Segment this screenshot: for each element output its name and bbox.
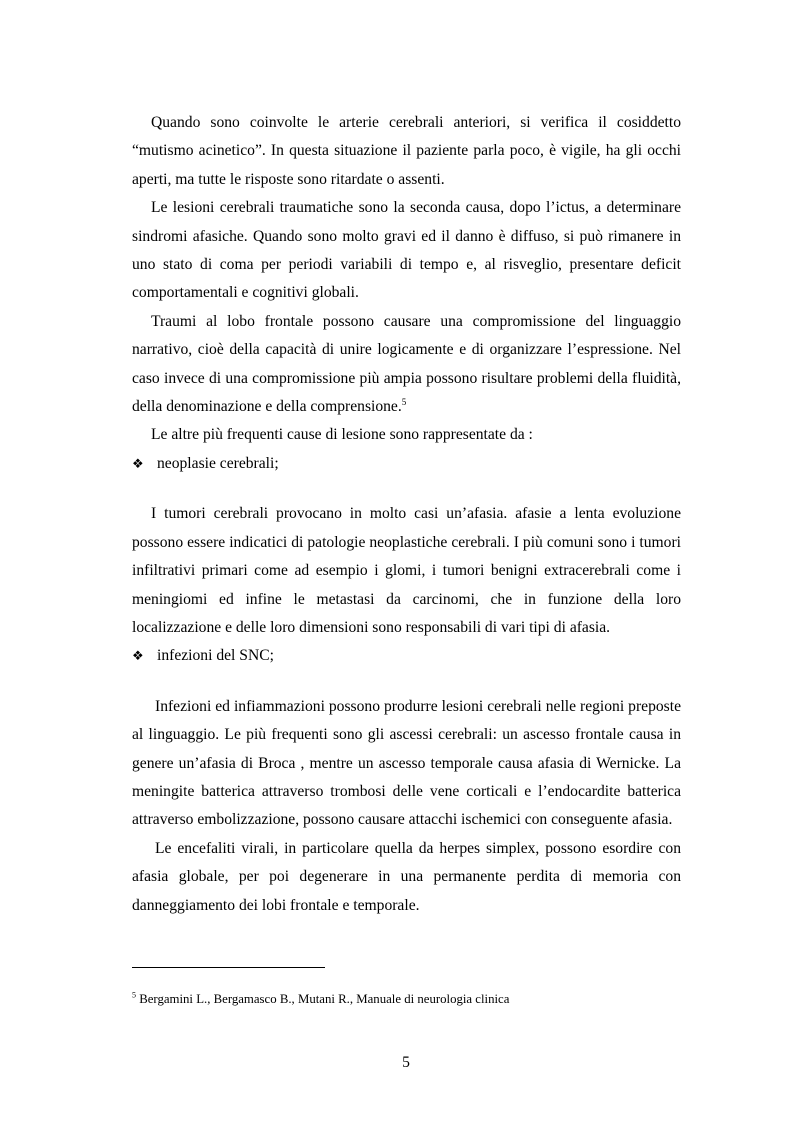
footnote-reference: 5	[401, 396, 407, 407]
paragraph-lobo-frontale-text: Traumi al lobo frontale possono causare una compromissione del linguaggio narrativo, cioè della capacità di unire logicamente e di organizzare l’espressione. Nel caso invece di una compromissione più ampia possono risultare problemi della fluidità, della denominazione e della comprensione.	[132, 312, 681, 416]
footnote-divider	[132, 967, 325, 968]
list-item-label: infezioni del SNC;	[157, 647, 274, 665]
spacer	[132, 478, 681, 500]
footnote-number: 5	[132, 990, 136, 1000]
diamond-four-icon: ❖	[132, 455, 144, 471]
spacer	[132, 671, 681, 693]
paragraph-mutismo: Quando sono coinvolte le arterie cerebrali anteriori, si verifica il cosiddetto “mutismo acinetico”. In questa situazione il paziente parla poco, è vigile, ha gli occhi aperti, ma tutte le risposte sono ritardate o assenti.	[132, 114, 681, 188]
paragraph-altre-cause: Le altre più frequenti cause di lesione sono rappresentate da :	[151, 426, 533, 444]
paragraph-tumori: I tumori cerebrali provocano in molto casi un’afasia. afasie a lenta evoluzione possono essere indicatici di patologie neoplastiche cerebrali. I più comuni sono i tumori infiltrativi primari come ad esempio i glomi, i tumori benigni extracerebrali come i meningiomi ed infine le metastasi da carcinomi, che in funzione della loro localizzazione e delle loro dimensioni sono responsabili di vari tipi di afasia.	[132, 505, 681, 636]
footnote-text: Bergamini L., Bergamasco B., Mutani R., Manuale di neurologia clinica	[139, 992, 510, 1006]
paragraph-lesioni-traumatiche: Le lesioni cerebrali traumatiche sono la seconda causa, dopo l’ictus, a determinare sindromi afasiche. Quando sono molto gravi ed il danno è diffuso, si può rimanere in uno stato di coma per periodi variabili di tempo e, al risveglio, presentare deficit comportamentali e cognitivi globali.	[132, 199, 681, 302]
body-text	[132, 109, 681, 920]
paragraph-infezioni: Infezioni ed infiammazioni possono produrre lesioni cerebrali nelle regioni preposte al linguaggio. Le più frequenti sono gli ascessi cerebrali: un ascesso frontale causa in genere un’afasia di Broca , mentre un ascesso temporale causa afasia di Wernicke. La meningite batterica attraverso trombosi delle vene corticali e l’endocardite batterica attraverso embolizzazione, possono causare attacchi ischemici con conseguente afasia.	[132, 697, 681, 829]
paragraph-lobo-frontale	[132, 308, 681, 422]
page-number: 5	[402, 1054, 410, 1071]
list-item-label: neoplasie cerebrali;	[157, 454, 279, 472]
list-item-infezioni	[132, 642, 681, 670]
footnote	[132, 990, 692, 1008]
paragraph-encefaliti: Le encefaliti virali, in particolare quella da herpes simplex, possono esordire con afasia globale, per poi degenerare in una permanente perdita di memoria con danneggiamento dei lobi frontale e temporale.	[132, 839, 681, 914]
diamond-four-icon: ❖	[132, 648, 144, 664]
list-item-neoplasie	[132, 450, 681, 478]
